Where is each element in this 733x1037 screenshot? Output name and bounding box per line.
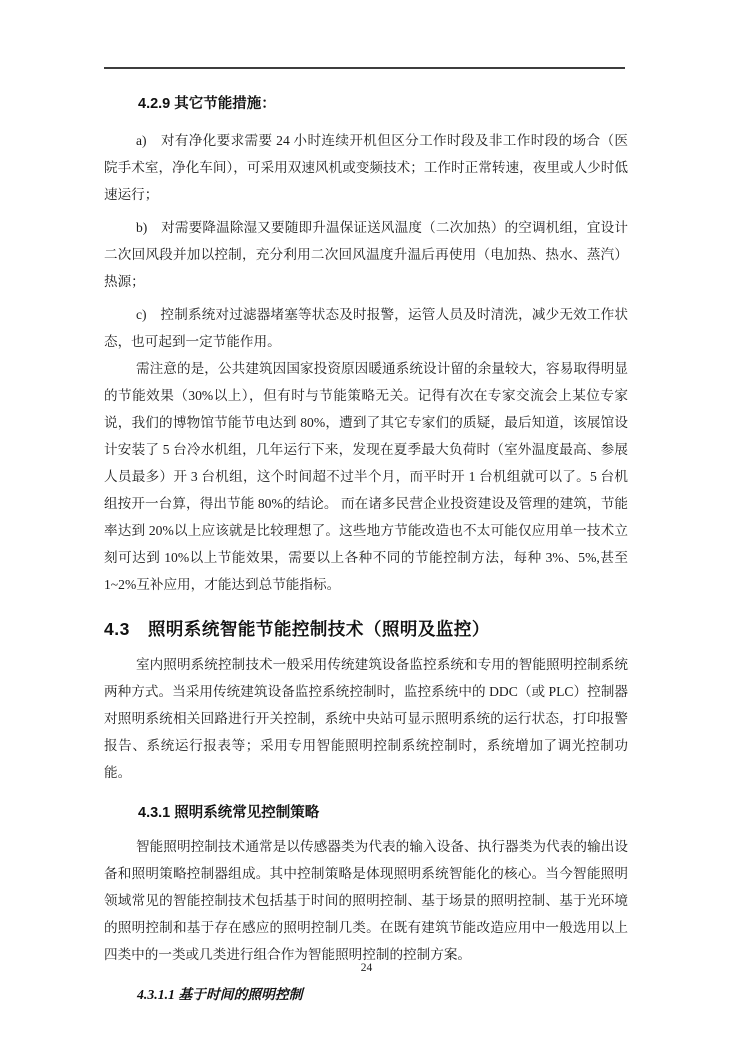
list-item-c: c) 控制系统对过滤器堵塞等状态及时报警，运管人员及时清洗，减少无效工作状态，也可起到一定节能作用。 — [104, 307, 628, 349]
section-heading-4-3: 4.3 照明系统智能节能控制技术（照明及监控） — [104, 619, 490, 639]
section-heading-4-3-1: 4.3.1 照明系统常见控制策略 — [138, 805, 320, 821]
section-heading-4-3-1-1: 4.3.1.1 基于时间的照明控制 — [137, 987, 303, 1002]
list-item-a: a) 对有净化要求需要 24 小时连续开机但区分工作时段及非工作时段的场合（医院手术室，净化车间），可采用双速风机或变频技术；工作时正常转速，夜里或人少时低速运行； — [104, 133, 628, 202]
paragraph-4-3: 室内照明系统控制技术一般采用传统建筑设备监控系统和专用的智能照明控制系统两种方式。当采用传统建筑设备监控系统控制时，监控系统中的 DDC（或 PLC）控制器对照明系统相关回路进行开关控制，系统中央站可显示照明系统的运行状态，打印报警报告、系统运行报表等；采用专用智能照明控制系统控制时，系统增加了调光控制功能。 — [104, 657, 628, 780]
section-heading-4-2-9: 4.2.9 其它节能措施： — [138, 96, 276, 112]
paragraph-4-3-1: 智能照明控制技术通常是以传感器类为代表的输入设备、执行器类为代表的输出设备和照明策略控制器组成。其中控制策略是体现照明系统智能化的核心。当今智能照明领域常见的智能控制技术包括基于时间的照明控制、基于场景的照明控制、基于光环境的照明控制和基于存在感应的照明控制几类。在既有建筑节能改造应用中一般选用以上四类中的一类或几类进行组合作为智能照明控制的控制方案。 — [104, 839, 628, 962]
paragraph-note: 需注意的是，公共建筑因国家投资原因暖通系统设计留的余量较大，容易取得明显的节能效果（30%以上），但有时与节能策略无关。记得有次在专家交流会上某位专家说，我们的博物馆节能节电达到 80%，遭到了其它专家们的质疑，最后知道，该展馆设计安装了 5 台冷水机组，几年运行下来，发现在夏季最大负荷时（室外温度最高、参展人员最多）开 3 台机组，这个时间超不过半个月，而平时开 1 台机组就可以了。5 台机组按开一台算，得出节能 80%的结论。 而在诸多民营企业投资建设及管理的建筑，节能率达到 20%以上应该就是比较理想了。这些地方节能改造也不太可能仅应用单一技术立刻可达到 10%以上节能效果，需要以上各种不同的节能控制方法，每种 3%、5%,甚至 1~2%互补应用，才能达到总节能指标。 — [104, 361, 628, 592]
page-number: 24 — [360, 962, 373, 974]
page-content — [104, 69, 628, 1004]
list-item-b: b) 对需要降温除湿又要随即升温保证送风温度（二次加热）的空调机组，宜设计二次回风段并加以控制，充分利用二次回风温度升温后再使用（电加热、热水、蒸汽）热源； — [104, 220, 628, 289]
